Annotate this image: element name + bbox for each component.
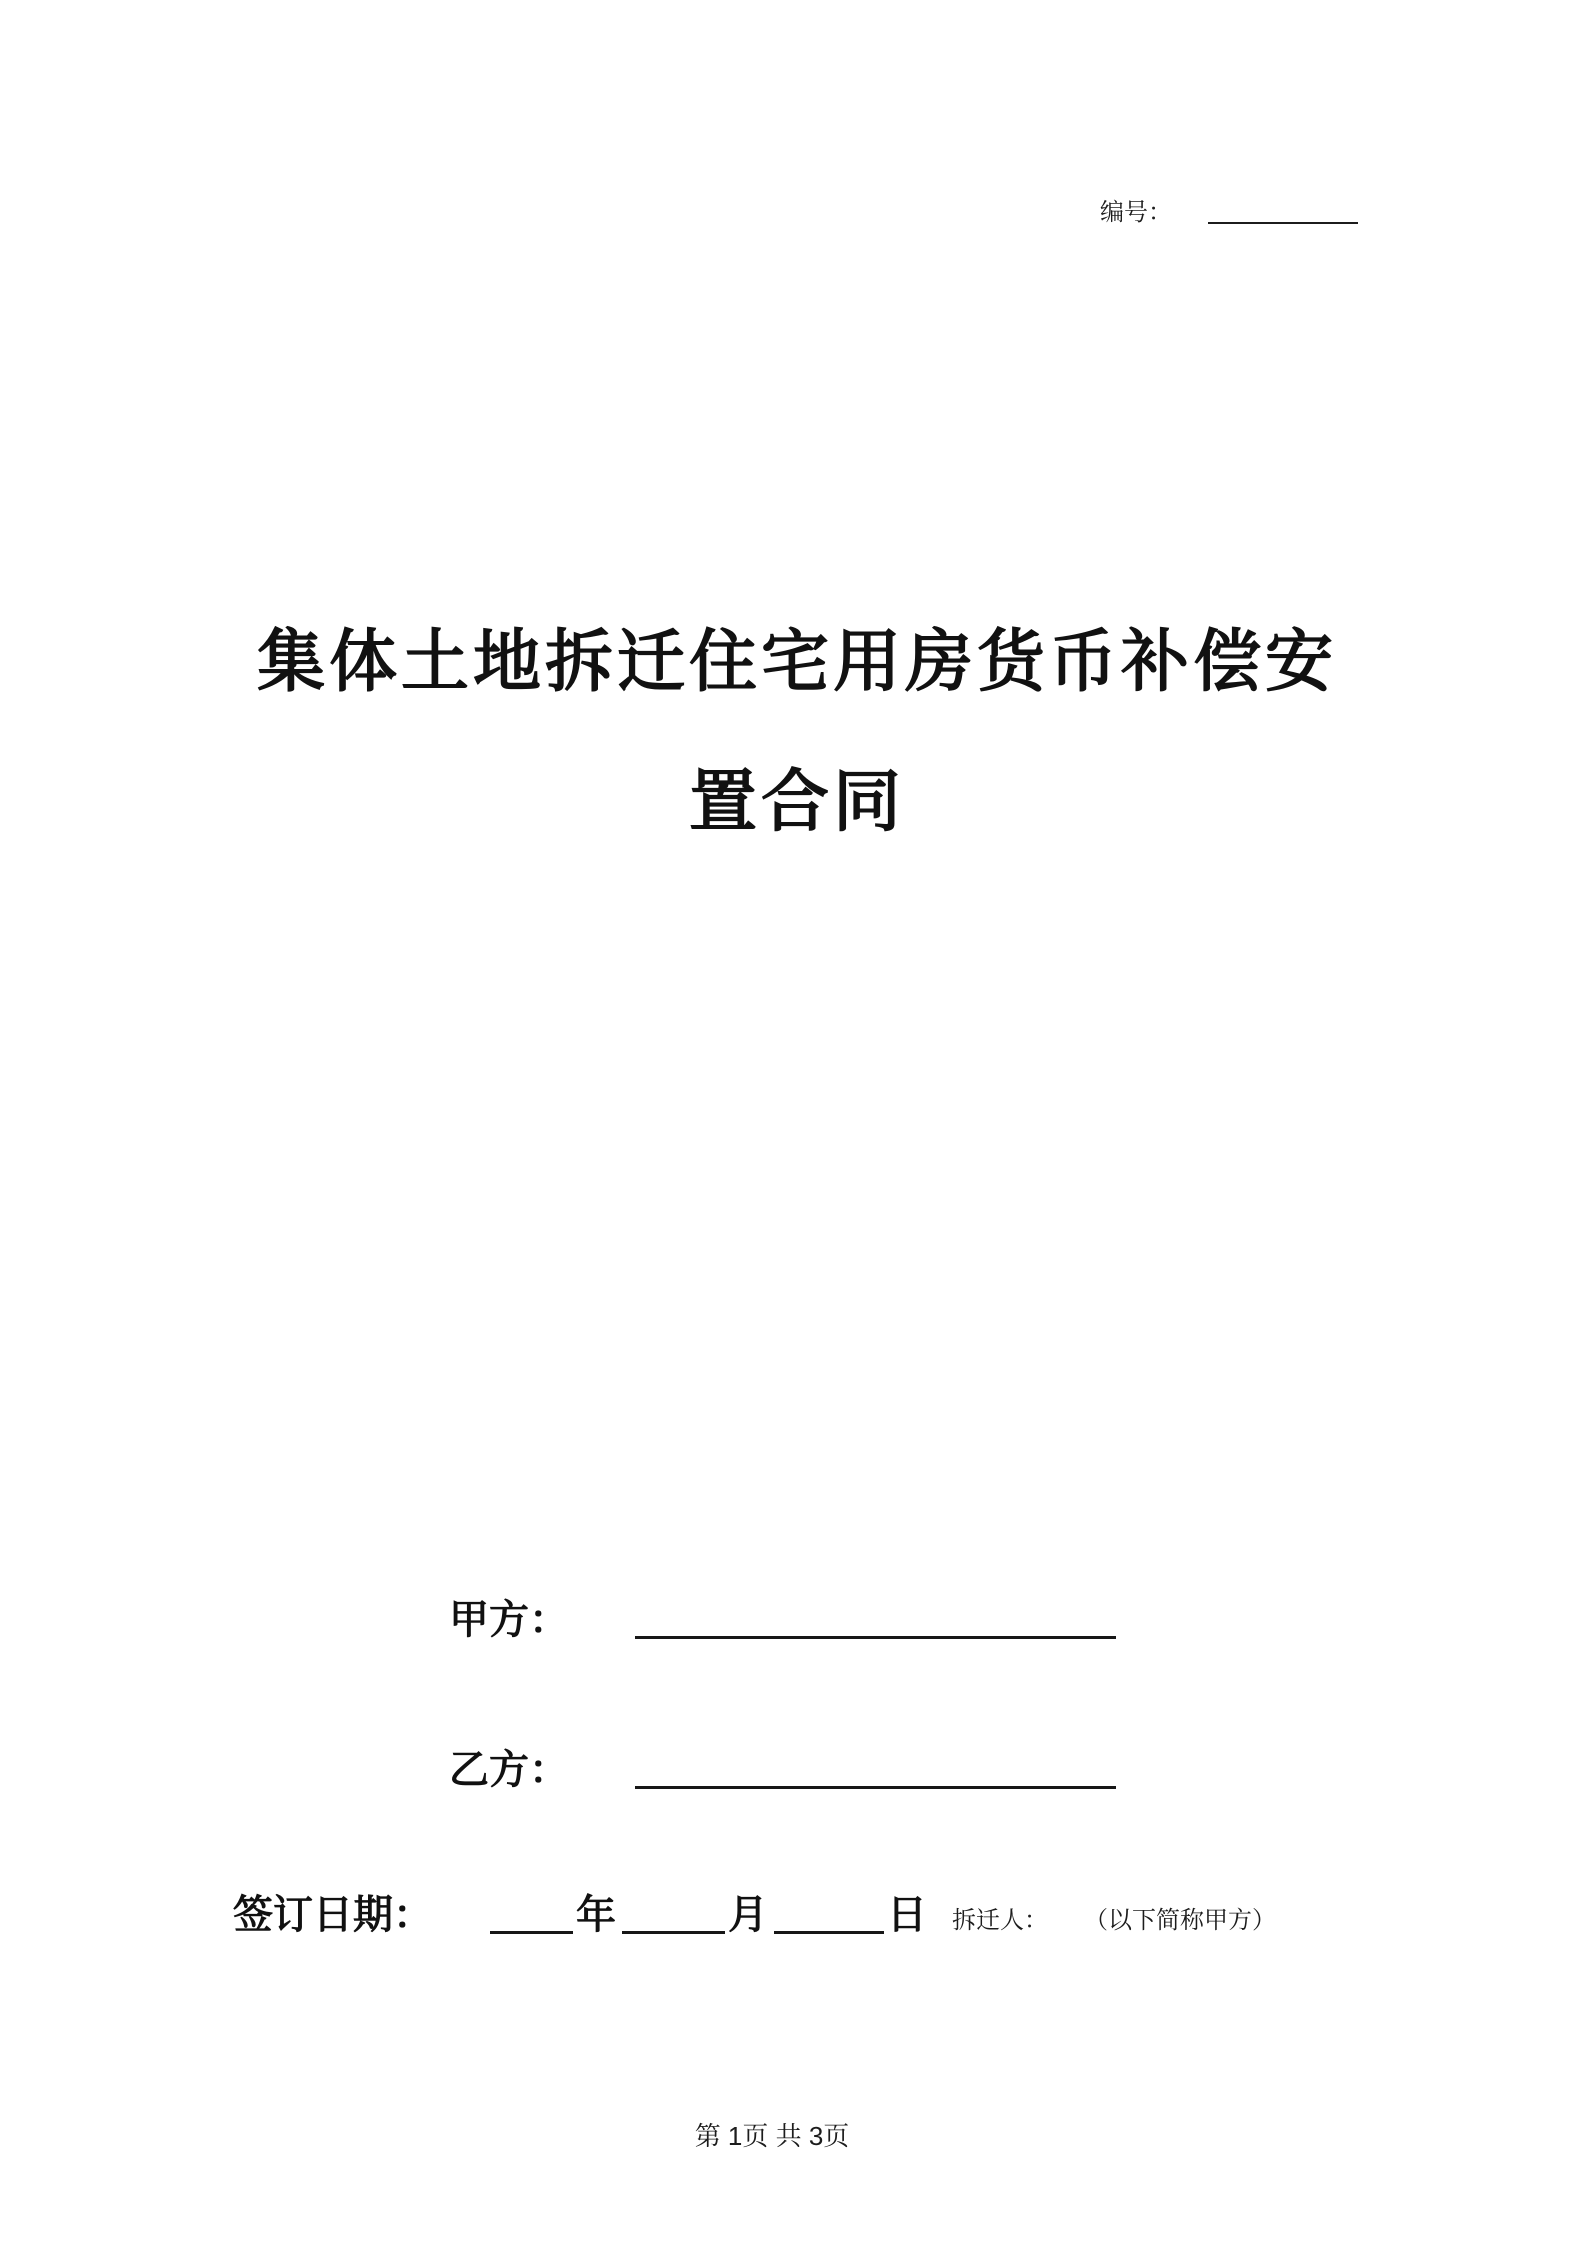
party-a-label: 甲方： bbox=[449, 1598, 569, 1642]
month-suffix: 月 bbox=[728, 1893, 768, 1937]
serial-number-label: 编号： bbox=[1100, 199, 1172, 226]
signing-date-label: 签订日期： bbox=[233, 1893, 433, 1937]
party-a-row bbox=[449, 1588, 1116, 1645]
year-suffix: 年 bbox=[576, 1893, 616, 1937]
party-b-label: 乙方： bbox=[449, 1748, 569, 1792]
serial-number-blank bbox=[1208, 222, 1358, 224]
party-b-row bbox=[449, 1738, 1116, 1795]
page-number-indicator: 第 1页 共 3页 bbox=[694, 2121, 850, 2151]
party-a-blank bbox=[635, 1636, 1116, 1639]
day-suffix: 日 bbox=[887, 1893, 927, 1937]
document-title-line2: 置合同 bbox=[688, 764, 905, 840]
signing-date-row bbox=[233, 1883, 1276, 1940]
serial-number-row bbox=[1100, 192, 1358, 227]
demolisher-label: 拆迁人： bbox=[952, 1907, 1048, 1934]
demolisher-note: （以下简称甲方） bbox=[1084, 1907, 1276, 1934]
day-blank bbox=[774, 1931, 884, 1934]
document-title bbox=[0, 592, 1594, 872]
document-title-line1: 集体土地拆迁住宅用房货币补偿安 bbox=[256, 624, 1337, 700]
party-b-blank bbox=[635, 1786, 1116, 1789]
year-blank bbox=[490, 1931, 573, 1934]
month-blank bbox=[622, 1931, 725, 1934]
